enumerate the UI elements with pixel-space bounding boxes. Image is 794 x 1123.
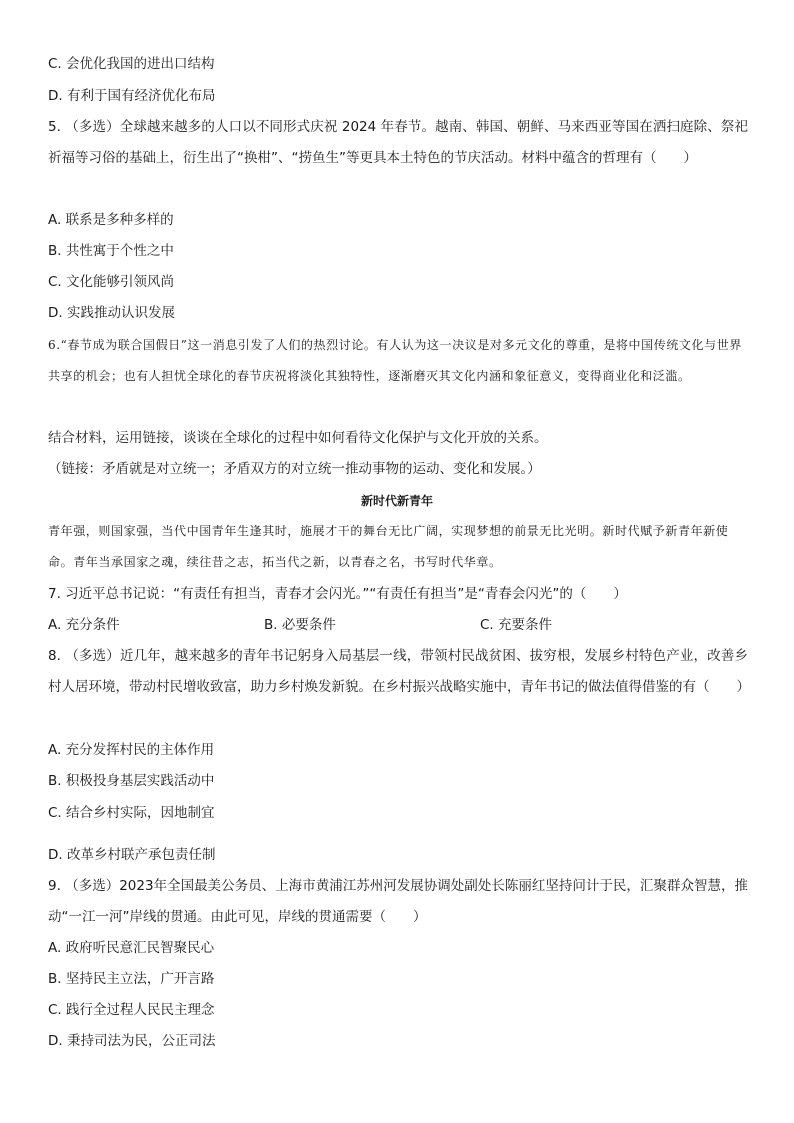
q9-option-b: B. 坚持民主立法，广开言路 — [48, 971, 215, 987]
q9-option-a: A. 政府听民意汇民智聚民心 — [48, 940, 215, 956]
q8-option-a: A. 充分发挥村民的主体作用 — [48, 742, 215, 758]
q4-option-d: D. 有利于国有经济优化布局 — [48, 88, 216, 104]
q4-option-c: C. 会优化我国的进出口结构 — [48, 56, 215, 72]
q6-hint: （链接：矛盾就是对立统一；矛盾双方的对立统一推动事物的运动、变化和发展。） — [48, 461, 541, 477]
q6-question: 结合材料，运用链接，谈谈在全球化的过程中如何看待文化保护与文化开放的关系。 — [48, 430, 548, 446]
q9-stem: 9. （多选）2023年全国最美公务员、上海市黄浦江苏州河发展协调处副处长陈丽红坚持问计于民，汇聚群众智慧，推动“一江一河”岸线的贯通。由此可见，岸线的贯通需要（ ） — [48, 878, 748, 925]
q5-option-b: B. 共性寓于个性之中 — [48, 243, 174, 259]
section-title: 新时代新青年 — [360, 494, 433, 508]
q6-material: 6.“春节成为联合国假日”这一消息引发了人们的热烈讨论。有人认为这一决议是对多元文化的尊重，是将中国传统文化与世界共享的机会；也有人担忧全球化的春节庆祝将淡化其独特性，逐渐磨灭其文化内涵和象征意义，变得商业化和泛滥。 — [48, 338, 742, 383]
q5-option-a: A. 联系是多种多样的 — [48, 212, 174, 228]
q7-option-b: B. 必要条件 — [264, 617, 336, 633]
q7-stem: 7. 习近平总书记说：“有责任有担当，青春才会闪光。”“有责任有担当”是“青春会闪光”的（ ） — [48, 586, 627, 602]
q9-option-d: D. 秉持司法为民，公正司法 — [48, 1033, 216, 1049]
q5-option-c: C. 文化能够引领风尚 — [48, 274, 175, 290]
q5-option-d: D. 实践推动认识发展 — [48, 305, 175, 321]
q8-option-d: D. 改革乡村联产承包责任制 — [48, 847, 216, 863]
q5-stem: 5. （多选）全球越来越多的人口以不同形式庆祝 2024 年春节。越南、韩国、朝鲜、马来西亚等国在洒扫庭除、祭祀祈福等习俗的基础上，衍生出了“换柑”、“捞鱼生”等更具本土特色的节庆活动。材料中蕴含的哲理有（ ） — [48, 119, 748, 166]
q9-option-c: C. 践行全过程人民民主理念 — [48, 1002, 215, 1018]
q7-option-c: C. 充要条件 — [480, 617, 553, 633]
q8-stem: 8. （多选）近几年，越来越多的青年书记躬身入局基层一线，带领村民战贫困、拔穷根，发展乡村特色产业，改善乡村人居环境，带动村民增收致富，助力乡村焕发新貌。在乡村振兴战略实施中，青年书记的做法值得借鉴的有（ ） — [48, 648, 750, 695]
q7-option-a: A. 充分条件 — [48, 617, 120, 633]
section-intro: 青年强，则国家强，当代中国青年生逢其时，施展才干的舞台无比广阔，实现梦想的前景无比光明。新时代赋予新青年新使命。青年当承国家之魂，续往昔之志，拓当代之新，以青春之名，书写时代华章。 — [48, 524, 729, 569]
q8-option-c: C. 结合乡村实际，因地制宜 — [48, 805, 215, 821]
q8-option-b: B. 积极投身基层实践活动中 — [48, 773, 215, 789]
